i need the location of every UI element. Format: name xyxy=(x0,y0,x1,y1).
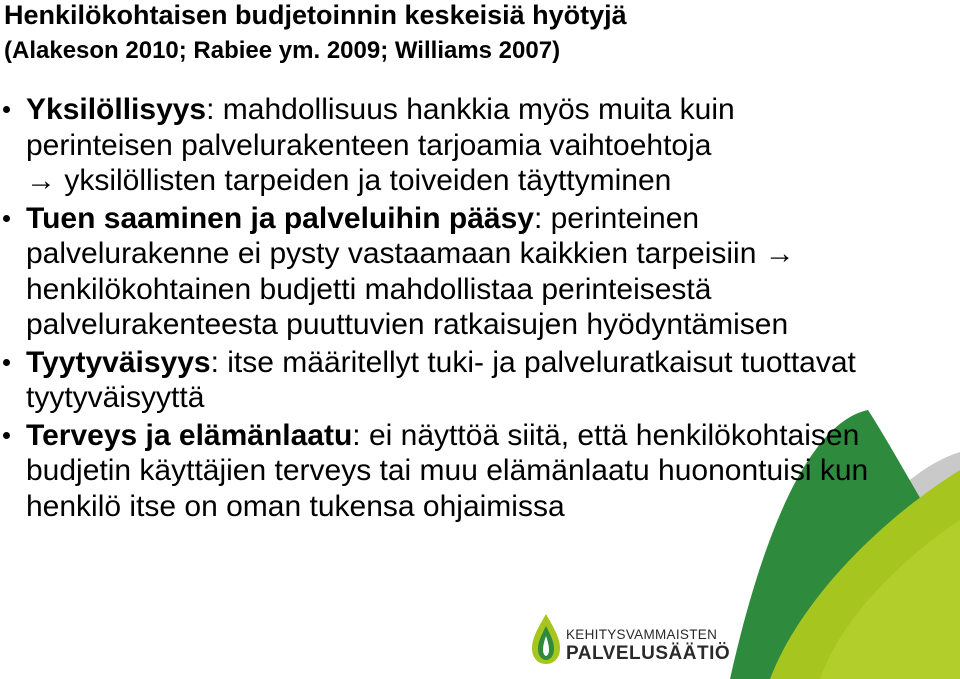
bullet-continuation-text: henkilökohtainen budjetti mahdollistaa perinteisestä palvelurakenteesta puuttuvien ratkaisujen hyödyntämisen xyxy=(26,272,789,341)
bullet-text: : mahdollisuus hankkia myös muita kuin perinteisen palvelurakenteen tarjoamia vaihtoehtoja xyxy=(26,93,735,162)
bullet-text: : perinteinen palvelurakenne ei pysty vastaamaan kaikkien tarpeisiin xyxy=(26,201,757,270)
bullet-dot-icon xyxy=(3,432,10,439)
bullet-heading: Tuen saaminen ja palveluihin pääsy xyxy=(26,201,534,235)
right-arrow-icon: → xyxy=(764,237,795,270)
bullet-item-terveys xyxy=(0,418,880,525)
slide-title: Henkilökohtaisen budjetoinnin keskeisiä hyötyjä xyxy=(4,0,627,30)
logo-text-line-1: KEHITYSVAMMAISTEN xyxy=(566,627,718,642)
bullet-heading: Terveys ja elämänlaatu xyxy=(26,418,353,452)
bullet-heading: Tyytyväisyys xyxy=(26,345,211,379)
bullet-list xyxy=(0,92,880,526)
bullet-text: : ei näyttöä siitä, että henkilökohtaisen budjetin käyttäjien terveys tai muu elämänlaatu huonontuisi kun henkilö itse on oman tukensa ohjaimissa xyxy=(26,418,869,523)
bullet-heading: Yksilöllisyys xyxy=(26,93,207,126)
bullet-dot-icon xyxy=(3,106,10,113)
bullet-dot-icon xyxy=(3,215,10,222)
bullet-item-yksilollisyys xyxy=(0,92,880,199)
slide-subtitle: (Alakeson 2010; Rabiee ym. 2009; Williams 2007) xyxy=(4,37,561,64)
leaf-drop-logo-icon xyxy=(528,612,564,668)
bullet-text: : itse määritellyt tuki- ja palveluratkaisut tuottavat tyytyväisyyttä xyxy=(26,345,856,414)
logo-text-line-2: PALVELUSÄÄTIÖ xyxy=(566,643,731,664)
bullet-continuation-text: yksilöllisten tarpeiden ja toiveiden täyttyminen xyxy=(64,164,672,197)
bullet-item-tuen-saaminen xyxy=(0,201,880,343)
organization-logo xyxy=(528,612,731,668)
bullet-dot-icon xyxy=(3,359,10,366)
bullet-item-tyytyvaisyys xyxy=(0,345,880,416)
right-arrow-icon: → xyxy=(26,164,56,197)
